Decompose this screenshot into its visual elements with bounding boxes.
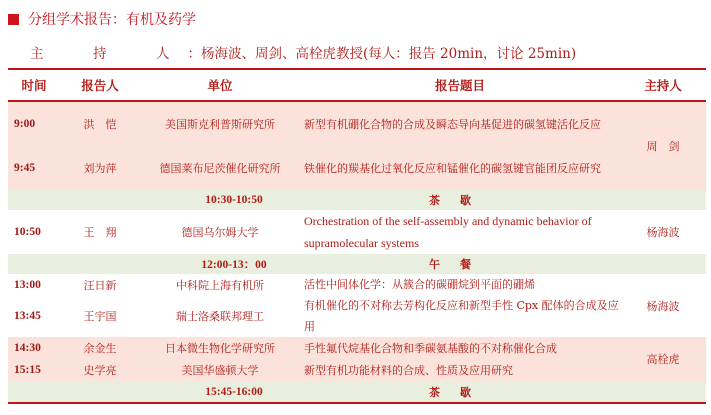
talk-title: Orchestration of the self-assembly and dynamic behavior of supramolecular systems xyxy=(300,210,620,254)
table-row xyxy=(8,101,706,146)
chairs-label: 主 持 人 xyxy=(30,46,188,62)
talk-title: 新型有机硼化合物的合成及瞬态导向基促进的碳氢键活化反应 xyxy=(300,101,620,146)
break-name: 午餐 xyxy=(300,254,706,274)
chairs-line xyxy=(30,42,576,62)
break-row xyxy=(8,190,706,210)
affiliation: 德国乌尔姆大学 xyxy=(140,210,300,254)
talk-title: 新型有机功能材料的合成、性质及应用研究 xyxy=(300,359,620,381)
break-row xyxy=(8,381,706,403)
break-time: 12:00-13：00 xyxy=(8,254,300,274)
section-title xyxy=(8,9,196,29)
speaker: 汪日新 xyxy=(60,274,140,295)
speaker: 余金生 xyxy=(60,337,140,359)
talk-title: 活性中间体化学：从簇合的碳硼烷到平面的硼烯 xyxy=(300,274,620,295)
affiliation: 瑞士洛桑联邦理工 xyxy=(140,295,300,337)
break-row xyxy=(8,254,706,274)
schedule-table xyxy=(8,68,706,404)
talk-time: 13:45 xyxy=(8,295,60,337)
affiliation: 美国华盛顿大学 xyxy=(140,359,300,381)
table-row xyxy=(8,274,706,295)
speaker: 王宇国 xyxy=(60,295,140,337)
speaker: 刘为萍 xyxy=(60,146,140,190)
talk-time: 9:45 xyxy=(8,146,60,190)
talk-time: 10:50 xyxy=(8,210,60,254)
header-unit: 单位 xyxy=(140,69,300,101)
session-host: 高栓虎 xyxy=(620,337,706,381)
talk-time: 14:30 xyxy=(8,337,60,359)
break-time: 10:30-10:50 xyxy=(8,190,300,210)
table-row xyxy=(8,359,706,381)
break-name: 茶歇 xyxy=(300,190,706,210)
red-square-icon xyxy=(8,14,19,25)
chairs-names: 杨海波、周剑、高栓虎教授(每人：报告 20min，讨论 25min) xyxy=(201,46,577,62)
header-host: 主持人 xyxy=(620,69,706,101)
speaker: 史学亮 xyxy=(60,359,140,381)
table-row xyxy=(8,210,706,254)
speaker: 王 翔 xyxy=(60,210,140,254)
talk-time: 15:15 xyxy=(8,359,60,381)
table-row xyxy=(8,146,706,190)
affiliation: 美国斯克利普斯研究所 xyxy=(140,101,300,146)
affiliation: 德国莱布尼茨催化研究所 xyxy=(140,146,300,190)
talk-time: 13:00 xyxy=(8,274,60,295)
talk-title: 有机催化的不对称去芳构化反应和新型手性 Cpx 配体的合成及应用 xyxy=(300,295,620,337)
table-row xyxy=(8,295,706,337)
header-time: 时间 xyxy=(8,69,60,101)
section-title-text: 分组学术报告：有机及药学 xyxy=(28,12,196,28)
speaker: 洪 恺 xyxy=(60,101,140,146)
chairs-colon: ： xyxy=(187,46,201,62)
session-host: 周 剑 xyxy=(620,101,706,190)
talk-time: 9:00 xyxy=(8,101,60,146)
break-name: 茶歇 xyxy=(300,381,706,403)
header-topic: 报告题目 xyxy=(300,69,620,101)
affiliation: 中科院上海有机所 xyxy=(140,274,300,295)
talk-title: 手性氟代烷基化合物和季碳氨基酸的不对称催化合成 xyxy=(300,337,620,359)
header-speaker: 报告人 xyxy=(60,69,140,101)
table-row xyxy=(8,337,706,359)
affiliation: 日本微生物化学研究所 xyxy=(140,337,300,359)
talk-title: 铁催化的羰基化过氧化反应和锰催化的碳氢键官能团反应研究 xyxy=(300,146,620,190)
session-host: 杨海波 xyxy=(620,274,706,337)
table-header xyxy=(8,69,706,101)
session-host: 杨海波 xyxy=(620,210,706,254)
break-time: 15:45-16:00 xyxy=(8,381,300,403)
